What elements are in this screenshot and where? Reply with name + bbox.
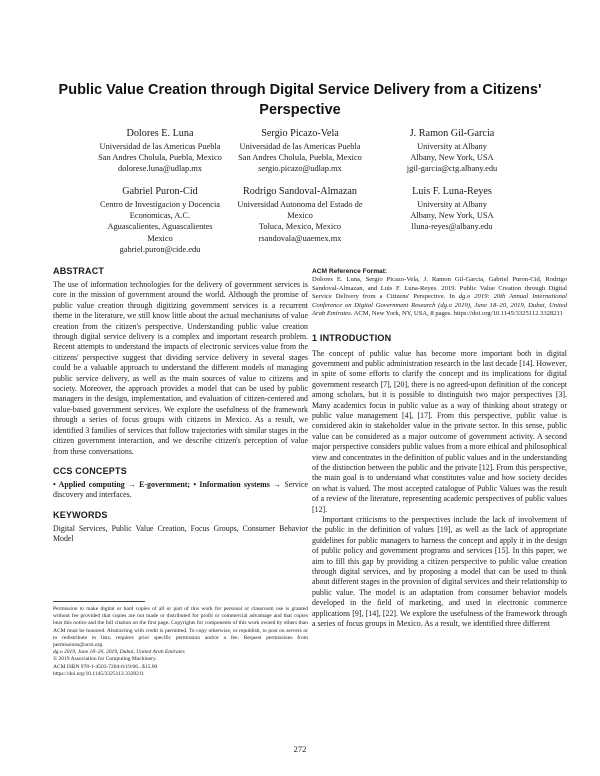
abstract-heading: ABSTRACT: [53, 266, 105, 276]
author-block: [372, 185, 532, 233]
paper-title: Public Value Creation through Digital Service Delivery from a Citizens' Perspective: [58, 82, 542, 118]
doi-link[interactable]: https://doi.org/10.1145/3325112.3328211: [53, 670, 145, 677]
left-column: [53, 266, 308, 545]
copyright-notice: © 2019 Association for Computing Machinery.: [53, 656, 157, 663]
author-affiliation: Universidad Autonoma del Estado de: [237, 200, 363, 209]
ccs-item-information-systems-detail: → Service discovery and interfaces.: [53, 479, 309, 500]
keywords-text: Digital Services, Public Value Creation, Focus Groups, Consumer Behavior Model: [53, 523, 308, 544]
permission-footnote: [53, 606, 308, 678]
author-affiliation: University at Albany: [417, 142, 487, 151]
right-column: [312, 267, 567, 629]
footnote-rule: [53, 601, 145, 602]
author-location: San Andres Cholula, Puebla, Mexico: [238, 153, 362, 163]
author-name: Luis F. Luna-Reyes: [412, 186, 492, 197]
author-affiliation: Universidad de las Americas Puebla: [99, 142, 221, 151]
reference-format-authors: Dolores E. Luna, Sergio Picazo-Vela, J. Ramon Gil-Garcia, Gabriel Puron-Cid, Rodrigo Sandoval-Almazan, and Luis F. Luna-Reyes. 2019. Public Value Creation through Digital Service Delivery from a Citizens' Perspective. In: [312, 276, 567, 300]
author-affiliation: Universidad de las Americas Puebla: [239, 142, 361, 151]
permission-text: Permission to make digital or hard copies of all or part of this work for personal or classroom use is granted without fee provided that copies are not made or distributed for profit or commercial advantage and that copies bear this notice and the full citation on the first page. Copyrights for components of this work owned by others than ACM must be honored. Abstracting with credit is permitted. To copy otherwise, or republish, to post on servers or to redistribute to lists, requires prior specific permission and/or a fee. Request permissions from permissions@acm.org.: [53, 606, 308, 649]
author-email: gabriel.puron@cide.edu: [119, 244, 201, 254]
abstract-text: The use of information technologies for the delivery of government services is core in the mission of government around the world. Although the promise of public value creation through digitizing government services is a recurrent theme in the literature, we still know little about the actual mechanisms of value creation from the citizen's perspective. Understanding public value creation through digital service delivery is a complex and important research problem. Recent attempts to understand the impacts of electronic services value from the citizens' perspective suggest that dividing service delivery in several stages could be a valuable approach to understand the different models of managing public service delivery, as well as the main sources of value to citizens and society. Moreover, the approach provides a model that can be used by public managers in the design, implementation, and evaluation of citizen-centered and value-based government services. We explore the usefulness of the framework through a series of focus groups with citizens in Mexico. As a result, we identified 3 families of services that follow trajectories with similar stages in the citizen government interaction, and we describe citizen's perception of value from these conversations.: [53, 280, 308, 456]
author-location: San Andres Cholula, Puebla, Mexico: [98, 153, 222, 163]
author-location: Aguascalientes, Aguascalientes: [107, 222, 213, 232]
author-affiliation: University at Albany: [417, 200, 487, 209]
author-location: Albany, New York, USA: [410, 153, 494, 163]
ccs-heading: CCS CONCEPTS: [53, 465, 127, 476]
author-block: [80, 185, 240, 255]
reference-format-text: [312, 276, 567, 319]
author-affiliation-cont: Economicas, A.C.: [129, 211, 191, 221]
author-name: Rodrigo Sandoval-Almazan: [242, 186, 358, 197]
author-email: sergio.picazo@udlap.mx: [258, 164, 342, 174]
author-email: lluna-reyes@albany.edu: [411, 222, 493, 232]
page-number: 272: [293, 744, 307, 754]
keywords-heading: KEYWORDS: [53, 509, 108, 520]
author-block: [372, 127, 532, 175]
introduction-paragraph-2: Important criticisms to the perspectives include the lack of involvement of the public in the definition of values [19], as well as the lack of appropriate guidelines for public managers to harness the concept and apply it in the design of public policy and government programs and services [15]. In this paper, we aim to fill this gap by providing a citizen perspective to public value creation through digital services, and by proposing a model that can be used to think about different stages in the provision of digital services and their relationship to public value. The model is an adaptation from consumer behavior models developed in the field of marketing, and used in electronic commerce applications [9], [14], [22]. We explore the usefulness of the framework through a series of focus groups in Mexico. As a result, we identified three different: [312, 515, 567, 629]
introduction-heading: 1 INTRODUCTION: [312, 332, 392, 343]
ccs-concepts: [53, 480, 308, 501]
author-email: jgil-garcia@ctg.albany.edu: [406, 164, 498, 174]
author-block: [220, 127, 380, 175]
author-email: dolorese.luna@udlap.mx: [118, 164, 202, 174]
author-block: [220, 185, 380, 244]
author-affiliation: Centro de Investigacion y Docencia: [100, 200, 220, 209]
ccs-item-information-systems: • Information systems: [193, 479, 270, 489]
author-affiliation-cont: Mexico: [287, 211, 313, 221]
author-country: Mexico: [147, 233, 173, 243]
author-name: Sergio Picazo-Vela: [261, 128, 339, 139]
author-block: [80, 127, 240, 175]
reference-format-venue: dg.o 2019: 20th Annual International Conference on Digital Government Research (dg.o 2019), June 18–20, 2019, Dubai, United Arab Emirates.: [312, 293, 567, 317]
ccs-item-applied-computing: • Applied computing → E-government;: [53, 479, 191, 489]
author-location: Albany, New York, USA: [410, 211, 494, 221]
reference-format-publisher: ACM, New York, NY, USA, 8 pages. https://doi.org/10.1145/3325112.3328211: [353, 310, 563, 317]
author-name: Gabriel Puron-Cid: [122, 186, 198, 197]
reference-format-heading: ACM Reference Format:: [312, 268, 388, 275]
author-name: Dolores E. Luna: [126, 128, 194, 139]
author-location: Toluca, Mexico, Mexico: [258, 222, 342, 232]
author-email: rsandovala@uaemex.mx: [258, 233, 342, 243]
isbn: ACM ISBN 978-1-4503-7204-6/19/06...$15.00: [53, 663, 158, 670]
introduction-paragraph-1: The concept of public value has become more important both in digital government and public administration research in the last decade [14]. However, in spite of some efforts to clarify the concept and its implications for digital government research [7], [20], there is no agreed-upon definition of the concept among scholars, but it is possible to distinguish two major perspectives [3]. Many academics focus in public value as a way of thinking about strategy or public value management [4], [17]. From this perspective, public value is considered akin to stakeholder value in the private sector. In this sense, public value can be considered as a major outcome of government activity. A second major perspective considers public values from a more ethical and philosophical view and concentrates in the definition of public values and in the understanding of the distinction between the public and the private [12]. From this perspective, the main goal is to understand what constitutes value and how society decides on what is valued. The most accepted catalogue of Public Values was the result of a review of the literature, representing academic perspectives of public values [12].: [312, 348, 567, 514]
author-name: J. Ramon Gil-Garcia: [409, 128, 495, 139]
conference-venue: dg.o 2019, June 18–20, 2019, Dubai, United Arab Emirates: [53, 649, 185, 656]
